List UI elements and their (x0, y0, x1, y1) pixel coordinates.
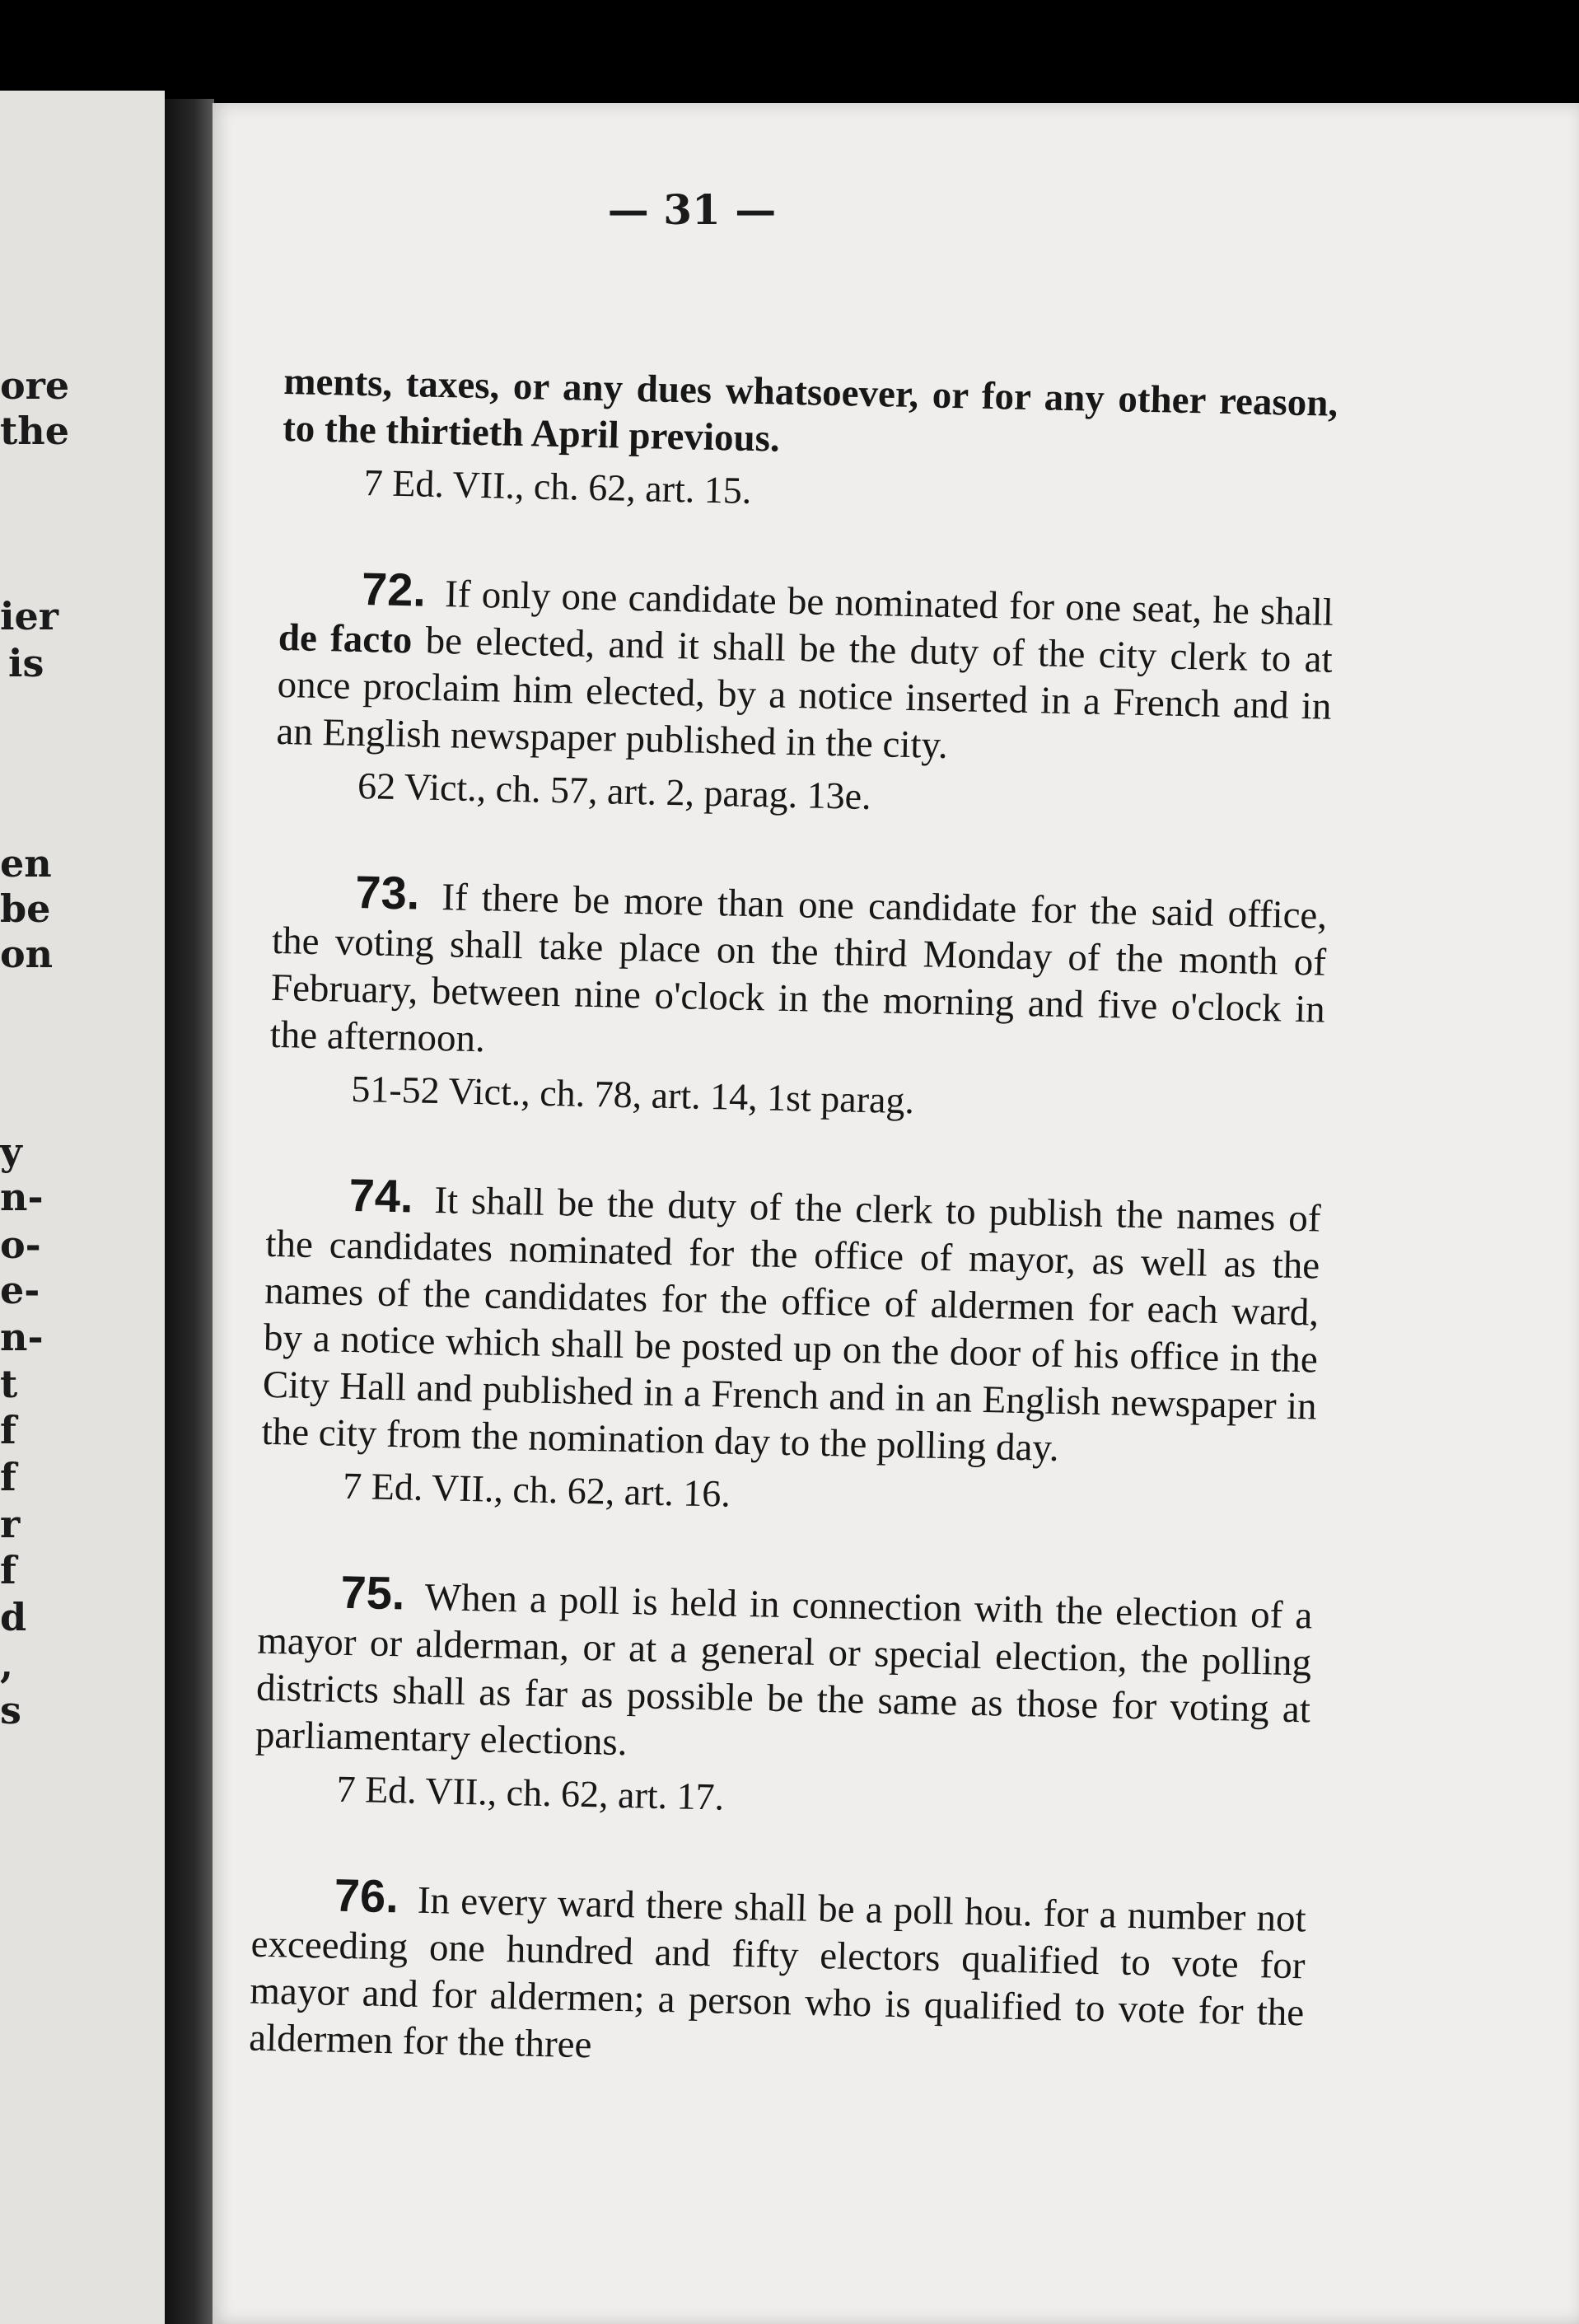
article-emphasis: de facto (278, 615, 413, 662)
article-73 (269, 867, 1328, 1081)
left-fragment: en (0, 841, 52, 886)
left-fragment: t (0, 1362, 18, 1406)
article-text: be elected, and it shall be the duty of the city clerk to at once proclaim him elected, by a notice inserted in a French and in an English newspaper published in the city. (275, 619, 1334, 767)
article-number: 73. (354, 865, 420, 919)
left-fragment: ier (0, 594, 58, 638)
page-body (249, 358, 1338, 2083)
left-fragment: s (0, 1688, 21, 1732)
article-text: If there be more than one candidate for the said office, the voting shall take place on the third Monday of the month of February, between nine o'clock in the morning and five o'clock in the afternoon. (269, 876, 1328, 1061)
left-fragment: ore (0, 363, 70, 408)
left-fragment: the (0, 409, 69, 453)
left-fragment: e- (0, 1268, 40, 1312)
article-text: When a poll is held in connection with the election of a mayor or alderman, or at a general or special election, the polling districts shall as far as possible be the same as those for voting at parliamentary elections. (255, 1575, 1313, 1765)
left-fragment: on (0, 932, 54, 976)
left-fragment: f (0, 1408, 16, 1452)
citation: 62 Vict., ch. 57, art. 2, parag. 13e. (357, 764, 872, 818)
article-number: 74. (348, 1168, 414, 1223)
previous-page-edge (0, 91, 165, 2324)
article-text: It shall be the duty of the clerk to publish the names of the candidates nominated for the office of mayor, as well as the names of the candidates for the office of aldermen for each ward, by a notice which shall be posted up on the door of his office in the City Hall and published in a French and in an English newspaper in the city from the nomination day to the polling day. (261, 1179, 1321, 1470)
left-fragment: r (0, 1502, 21, 1546)
citation: 51-52 Vict., ch. 78, art. 14, 1st parag. (350, 1067, 915, 1122)
article-number: 75. (339, 1565, 406, 1620)
article-75 (255, 1567, 1313, 1781)
article-text: In every ward there shall be a poll hou. for a number not exceeding one hundred and fifty electors qualified to vote for mayor and for aldermen; a person who is qualified to vote for the aldermen for the three (248, 1878, 1307, 2067)
book-gutter (165, 99, 214, 2324)
left-fragment: n- (0, 1315, 44, 1359)
left-fragment: f (0, 1548, 16, 1592)
citation: 7 Ed. VII., ch. 62, art. 15. (363, 461, 752, 512)
left-fragment: is (8, 641, 44, 685)
article-number: 76. (334, 1868, 399, 1923)
left-fragment: d (0, 1595, 27, 1639)
citation: 7 Ed. VII., ch. 62, art. 16. (342, 1464, 731, 1515)
article-74 (261, 1170, 1321, 1478)
article-text: If only one candidate be nominated for one seat, he shall (444, 573, 1334, 634)
left-fragment: n- (0, 1175, 44, 1219)
continued-paragraph: ments, taxes, or any dues whatsoever, or for any other reason, to the thirtieth April previous. (282, 359, 1338, 461)
article-number: 72. (361, 563, 427, 616)
left-fragment: o- (0, 1223, 41, 1267)
page-number: — 31 — (607, 185, 777, 234)
left-fragment: f (0, 1455, 16, 1499)
article-72 (276, 563, 1334, 778)
left-fragment: , (0, 1642, 14, 1686)
left-fragment: be (0, 886, 51, 931)
left-fragment: y (0, 1129, 22, 1174)
article-76 (249, 1870, 1307, 2084)
citation: 7 Ed. VII., ch. 62, art. 17. (336, 1767, 725, 1818)
